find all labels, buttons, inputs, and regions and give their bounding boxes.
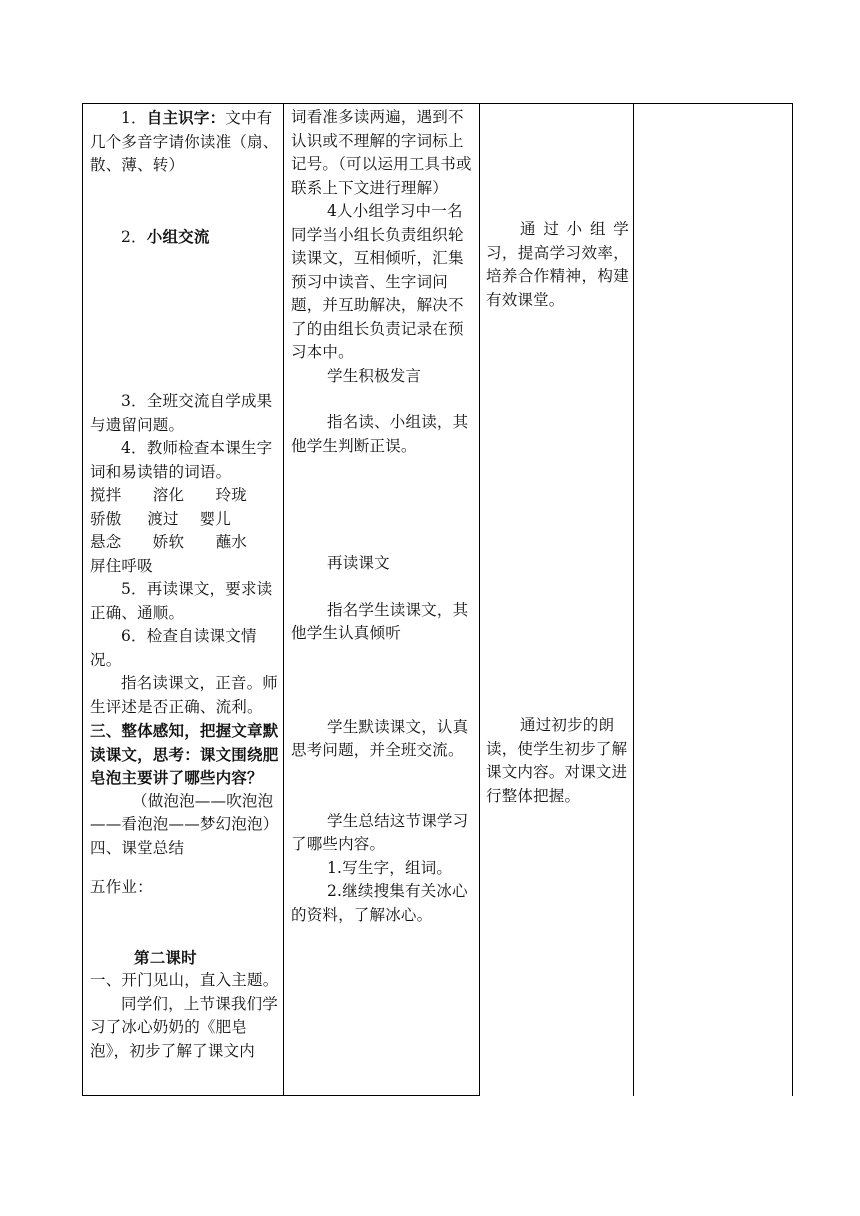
vocab-line-3: 悬念 娇软 蘸水 xyxy=(90,533,248,551)
spacer xyxy=(291,458,475,552)
step-1-text: 文中有几个多音字请你读准（扇、散、薄、转） xyxy=(90,109,279,174)
column-teacher-activities xyxy=(90,106,279,1063)
lesson-2-step-1: 一、开门见山，直入主题。 xyxy=(90,971,279,989)
step-1-number: 1． xyxy=(121,109,147,127)
section-3-answer: （做泡泡——吹泡泡——看泡泡——梦幻泡泡） xyxy=(90,791,279,833)
spacer xyxy=(90,900,279,946)
table-border-left xyxy=(82,103,83,1096)
vocab-line-4: 屏住呼吸 xyxy=(90,556,153,575)
spacer xyxy=(90,249,279,390)
table-border-col4 xyxy=(633,103,634,1096)
column-student-activities xyxy=(291,106,475,927)
step-1-heading: 自主识字： xyxy=(146,108,226,127)
section-5-title: 五作业： xyxy=(90,878,153,896)
step-4: 4．教师检查本课生字词和易读错的词语。 xyxy=(90,439,273,481)
spacer xyxy=(90,860,279,876)
student-activity-7: 学生默读课文，认真思考问题，并全班交流。 xyxy=(291,717,469,759)
table-bottom-border xyxy=(82,1095,479,1096)
vocab-line-1: 搅拌 溶化 玲珑 xyxy=(90,486,248,504)
student-activity-2: 4人小组学习中一名同学当小组长负责组织轮读课文，互相倾听，汇集预习中读音、生字词问题，并互助解决，解决不了的由组长负责记录在预习本中。 xyxy=(291,202,464,361)
design-intent-1: 通过小组学习，提高学习效率，培养合作精神，构建有效课堂。 xyxy=(486,220,629,309)
student-activity-3: 学生积极发言 xyxy=(327,366,422,385)
table-border-col3 xyxy=(479,103,480,1096)
column-design-intent-2 xyxy=(486,714,629,808)
step-2-number: 2． xyxy=(121,227,147,246)
step-6-detail: 指名读课文，正音。师生评述是否正确、流利。 xyxy=(90,674,279,716)
step-3: 3．全班交流自学成果与遗留问题。 xyxy=(90,392,273,434)
student-activity-8: 学生总结这节课学习了哪些内容。 xyxy=(291,811,469,853)
lesson-2-title: 第二课时 xyxy=(134,947,197,967)
step-2-heading: 小组交流 xyxy=(146,226,210,246)
student-activity-5: 再读课文 xyxy=(327,554,390,572)
lesson-2-step-2: 同学们，上节课我们学习了冰心奶奶的《肥皂泡》，初步了解了课文内 xyxy=(90,994,279,1060)
design-intent-2: 通过初步的朗读，使学生初步了解课文内容。对课文进行整体把握。 xyxy=(486,716,628,805)
table-border-col2 xyxy=(283,103,284,1096)
step-5: 5．再读课文，要求读正确、通顺。 xyxy=(90,580,273,622)
spacer xyxy=(291,646,475,716)
spacer xyxy=(291,763,475,810)
student-activity-6: 指名学生读课文，其他学生认真倾听 xyxy=(291,600,469,642)
column-design-intent xyxy=(486,218,629,312)
step-6: 6．检查自读课文情况。 xyxy=(90,627,257,669)
vocab-line-2: 骄傲 渡过 婴儿 xyxy=(90,509,231,528)
homework-2: 2.继续搜集有关冰心的资料，了解冰心。 xyxy=(291,882,468,924)
section-4-title: 四、课堂总结 xyxy=(90,838,185,857)
homework-1: 1.写生字，组词。 xyxy=(327,858,453,877)
step-2 xyxy=(90,225,279,250)
student-activity-1: 词看准多读两遍，遇到不认识或不理解的字词标上记号。（可以运用工具书或联系上下文进行理解） xyxy=(291,108,472,197)
table-border-right xyxy=(792,103,793,1096)
table-top-border-right xyxy=(479,103,792,104)
spacer xyxy=(291,388,475,411)
spacer xyxy=(90,178,279,225)
table-top-border xyxy=(82,103,479,104)
spacer xyxy=(291,576,475,599)
step-1 xyxy=(90,106,279,178)
section-3-title: 三、整体感知，把握文章默读课文，思考：课文围绕肥皂泡主要讲了哪些内容？ xyxy=(90,721,279,787)
student-activity-4: 指名读、小组读，其他学生判断正误。 xyxy=(291,413,469,455)
